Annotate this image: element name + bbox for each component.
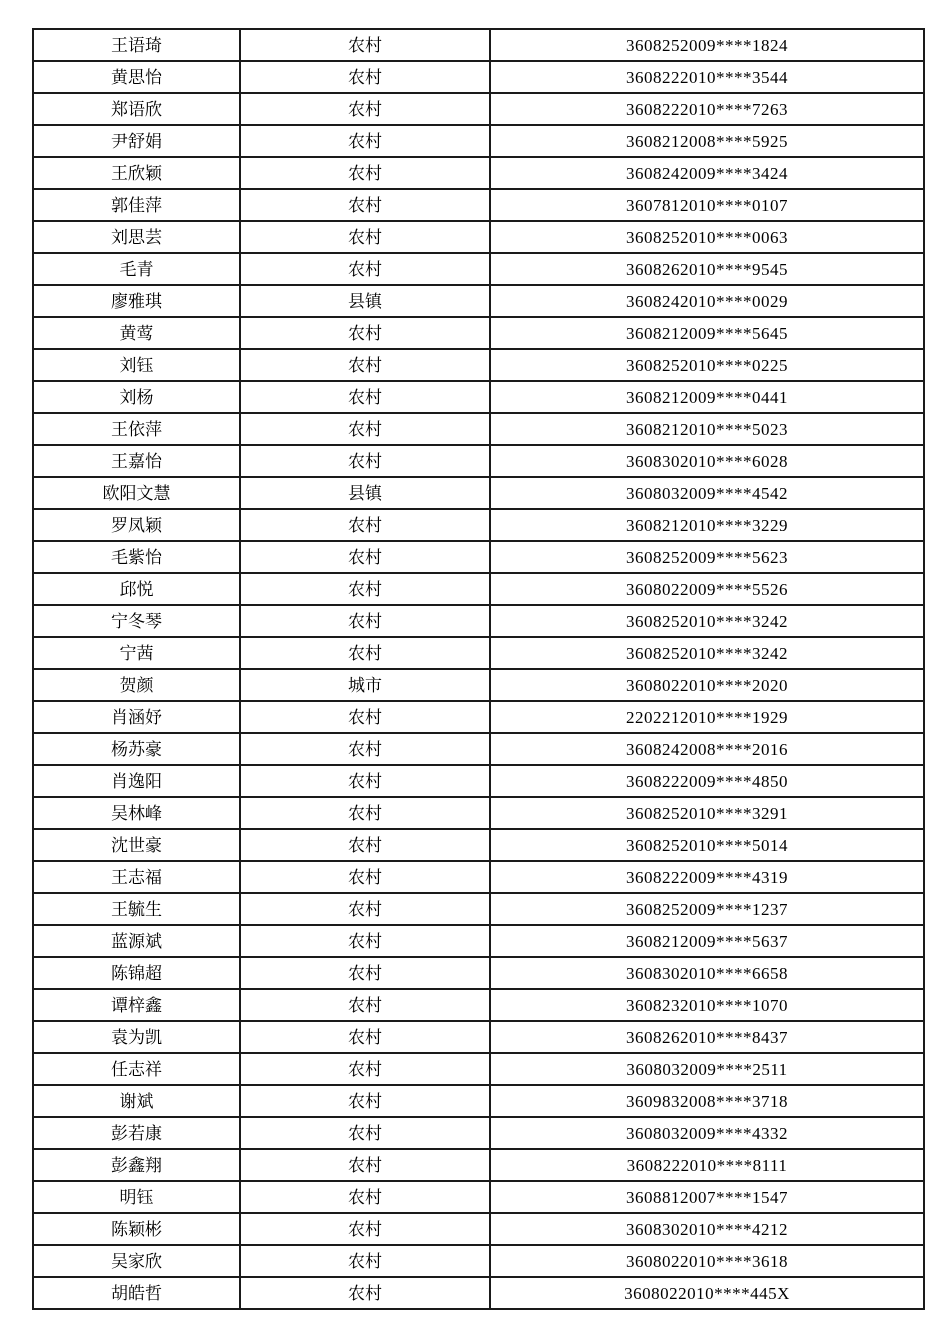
id-number-cell: 3608222010****7263 bbox=[490, 93, 924, 125]
name-cell: 彭若康 bbox=[33, 1117, 240, 1149]
table-row bbox=[33, 381, 924, 413]
table-row bbox=[33, 541, 924, 573]
id-number-cell: 3608252010****5014 bbox=[490, 829, 924, 861]
table-row bbox=[33, 157, 924, 189]
table-row bbox=[33, 765, 924, 797]
name-cell: 吴林峰 bbox=[33, 797, 240, 829]
name-cell: 陈颖彬 bbox=[33, 1213, 240, 1245]
name-cell: 明钰 bbox=[33, 1181, 240, 1213]
id-number-cell: 2202212010****1929 bbox=[490, 701, 924, 733]
table-row bbox=[33, 1277, 924, 1309]
category-cell: 农村 bbox=[240, 317, 490, 349]
category-cell: 农村 bbox=[240, 925, 490, 957]
name-cell: 宁冬琴 bbox=[33, 605, 240, 637]
name-cell: 刘钰 bbox=[33, 349, 240, 381]
category-cell: 农村 bbox=[240, 413, 490, 445]
category-cell: 农村 bbox=[240, 765, 490, 797]
category-cell: 农村 bbox=[240, 349, 490, 381]
category-cell: 农村 bbox=[240, 1021, 490, 1053]
id-number-cell: 3608212009****5637 bbox=[490, 925, 924, 957]
category-cell: 农村 bbox=[240, 445, 490, 477]
category-cell: 农村 bbox=[240, 93, 490, 125]
table-row bbox=[33, 989, 924, 1021]
name-cell: 王嘉怡 bbox=[33, 445, 240, 477]
category-cell: 农村 bbox=[240, 1085, 490, 1117]
name-cell: 袁为凯 bbox=[33, 1021, 240, 1053]
table-row bbox=[33, 669, 924, 701]
id-number-cell: 3608252010****3291 bbox=[490, 797, 924, 829]
table-row bbox=[33, 733, 924, 765]
category-cell: 农村 bbox=[240, 893, 490, 925]
id-number-cell: 3608262010****8437 bbox=[490, 1021, 924, 1053]
id-number-cell: 3608022010****445X bbox=[490, 1277, 924, 1309]
category-cell: 农村 bbox=[240, 1181, 490, 1213]
id-number-cell: 3608022009****5526 bbox=[490, 573, 924, 605]
table-row bbox=[33, 125, 924, 157]
name-cell: 刘思芸 bbox=[33, 221, 240, 253]
table-row bbox=[33, 509, 924, 541]
id-number-cell: 3608212010****5023 bbox=[490, 413, 924, 445]
name-cell: 蓝源斌 bbox=[33, 925, 240, 957]
id-number-cell: 3608212010****3229 bbox=[490, 509, 924, 541]
table-row bbox=[33, 317, 924, 349]
name-cell: 黄思怡 bbox=[33, 61, 240, 93]
name-cell: 杨苏豪 bbox=[33, 733, 240, 765]
id-number-cell: 3608242010****0029 bbox=[490, 285, 924, 317]
table-row bbox=[33, 93, 924, 125]
category-cell: 县镇 bbox=[240, 285, 490, 317]
name-cell: 黄莺 bbox=[33, 317, 240, 349]
name-cell: 王毓生 bbox=[33, 893, 240, 925]
category-cell: 农村 bbox=[240, 381, 490, 413]
category-cell: 农村 bbox=[240, 1149, 490, 1181]
name-cell: 刘杨 bbox=[33, 381, 240, 413]
category-cell: 城市 bbox=[240, 669, 490, 701]
category-cell: 农村 bbox=[240, 125, 490, 157]
id-number-cell: 3608262010****9545 bbox=[490, 253, 924, 285]
category-cell: 农村 bbox=[240, 1213, 490, 1245]
category-cell: 农村 bbox=[240, 797, 490, 829]
table-row bbox=[33, 413, 924, 445]
id-number-cell: 3608242008****2016 bbox=[490, 733, 924, 765]
category-cell: 农村 bbox=[240, 253, 490, 285]
name-cell: 彭鑫翔 bbox=[33, 1149, 240, 1181]
category-cell: 农村 bbox=[240, 1117, 490, 1149]
name-cell: 毛青 bbox=[33, 253, 240, 285]
table-row bbox=[33, 61, 924, 93]
id-number-cell: 3608242009****3424 bbox=[490, 157, 924, 189]
table-row bbox=[33, 829, 924, 861]
id-number-cell: 3608222010****8111 bbox=[490, 1149, 924, 1181]
table-row bbox=[33, 957, 924, 989]
id-number-cell: 3608252009****1824 bbox=[490, 29, 924, 61]
category-cell: 农村 bbox=[240, 605, 490, 637]
id-number-cell: 3608222010****3544 bbox=[490, 61, 924, 93]
table-row bbox=[33, 189, 924, 221]
category-cell: 农村 bbox=[240, 829, 490, 861]
category-cell: 农村 bbox=[240, 157, 490, 189]
name-cell: 吴家欣 bbox=[33, 1245, 240, 1277]
name-cell: 宁茜 bbox=[33, 637, 240, 669]
table-row bbox=[33, 1149, 924, 1181]
name-cell: 王语琦 bbox=[33, 29, 240, 61]
id-number-cell: 3608222009****4319 bbox=[490, 861, 924, 893]
category-cell: 农村 bbox=[240, 1277, 490, 1309]
roster-table-body bbox=[33, 29, 924, 1309]
table-row bbox=[33, 861, 924, 893]
category-cell: 农村 bbox=[240, 61, 490, 93]
id-number-cell: 3608212008****5925 bbox=[490, 125, 924, 157]
id-number-cell: 3608222009****4850 bbox=[490, 765, 924, 797]
name-cell: 郭佳萍 bbox=[33, 189, 240, 221]
name-cell: 邱悦 bbox=[33, 573, 240, 605]
name-cell: 王志福 bbox=[33, 861, 240, 893]
table-row bbox=[33, 29, 924, 61]
name-cell: 沈世豪 bbox=[33, 829, 240, 861]
name-cell: 毛紫怡 bbox=[33, 541, 240, 573]
category-cell: 农村 bbox=[240, 189, 490, 221]
id-number-cell: 3608232010****1070 bbox=[490, 989, 924, 1021]
id-number-cell: 3608022010****3618 bbox=[490, 1245, 924, 1277]
id-number-cell: 3608302010****4212 bbox=[490, 1213, 924, 1245]
table-row bbox=[33, 573, 924, 605]
table-row bbox=[33, 1021, 924, 1053]
table-row bbox=[33, 637, 924, 669]
table-row bbox=[33, 1085, 924, 1117]
category-cell: 农村 bbox=[240, 1245, 490, 1277]
name-cell: 王依萍 bbox=[33, 413, 240, 445]
name-cell: 陈锦超 bbox=[33, 957, 240, 989]
id-number-cell: 3608032009****4542 bbox=[490, 477, 924, 509]
id-number-cell: 3608252010****0225 bbox=[490, 349, 924, 381]
name-cell: 肖涵妤 bbox=[33, 701, 240, 733]
category-cell: 农村 bbox=[240, 733, 490, 765]
category-cell: 农村 bbox=[240, 861, 490, 893]
id-number-cell: 3607812010****0107 bbox=[490, 189, 924, 221]
table-row bbox=[33, 1053, 924, 1085]
table-row bbox=[33, 253, 924, 285]
category-cell: 农村 bbox=[240, 509, 490, 541]
id-number-cell: 3608302010****6658 bbox=[490, 957, 924, 989]
name-cell: 廖雅琪 bbox=[33, 285, 240, 317]
id-number-cell: 3608812007****1547 bbox=[490, 1181, 924, 1213]
category-cell: 农村 bbox=[240, 637, 490, 669]
id-number-cell: 3608252010****3242 bbox=[490, 637, 924, 669]
category-cell: 农村 bbox=[240, 957, 490, 989]
name-cell: 谭梓鑫 bbox=[33, 989, 240, 1021]
table-row bbox=[33, 1181, 924, 1213]
name-cell: 胡皓哲 bbox=[33, 1277, 240, 1309]
id-number-cell: 3608252010****0063 bbox=[490, 221, 924, 253]
category-cell: 农村 bbox=[240, 29, 490, 61]
table-row bbox=[33, 605, 924, 637]
name-cell: 尹舒娟 bbox=[33, 125, 240, 157]
id-number-cell: 3608252009****5623 bbox=[490, 541, 924, 573]
id-number-cell: 3608302010****6028 bbox=[490, 445, 924, 477]
id-number-cell: 3608032009****2511 bbox=[490, 1053, 924, 1085]
id-number-cell: 3608212009****5645 bbox=[490, 317, 924, 349]
table-row bbox=[33, 701, 924, 733]
name-cell: 王欣颖 bbox=[33, 157, 240, 189]
table-row bbox=[33, 1117, 924, 1149]
name-cell: 肖逸阳 bbox=[33, 765, 240, 797]
table-row bbox=[33, 925, 924, 957]
name-cell: 任志祥 bbox=[33, 1053, 240, 1085]
name-cell: 贺颜 bbox=[33, 669, 240, 701]
id-number-cell: 3608252009****1237 bbox=[490, 893, 924, 925]
table-row bbox=[33, 477, 924, 509]
category-cell: 农村 bbox=[240, 573, 490, 605]
category-cell: 农村 bbox=[240, 541, 490, 573]
name-cell: 罗凤颖 bbox=[33, 509, 240, 541]
id-number-cell: 3609832008****3718 bbox=[490, 1085, 924, 1117]
name-cell: 郑语欣 bbox=[33, 93, 240, 125]
table-row bbox=[33, 445, 924, 477]
category-cell: 农村 bbox=[240, 989, 490, 1021]
table-row bbox=[33, 893, 924, 925]
table-row bbox=[33, 285, 924, 317]
table-row bbox=[33, 349, 924, 381]
id-number-cell: 3608032009****4332 bbox=[490, 1117, 924, 1149]
id-number-cell: 3608212009****0441 bbox=[490, 381, 924, 413]
category-cell: 县镇 bbox=[240, 477, 490, 509]
table-row bbox=[33, 797, 924, 829]
id-number-cell: 3608022010****2020 bbox=[490, 669, 924, 701]
table-row bbox=[33, 221, 924, 253]
category-cell: 农村 bbox=[240, 701, 490, 733]
name-cell: 欧阳文慧 bbox=[33, 477, 240, 509]
name-cell: 谢斌 bbox=[33, 1085, 240, 1117]
category-cell: 农村 bbox=[240, 221, 490, 253]
table-row bbox=[33, 1245, 924, 1277]
student-roster-table bbox=[32, 28, 925, 1310]
table-row bbox=[33, 1213, 924, 1245]
category-cell: 农村 bbox=[240, 1053, 490, 1085]
id-number-cell: 3608252010****3242 bbox=[490, 605, 924, 637]
